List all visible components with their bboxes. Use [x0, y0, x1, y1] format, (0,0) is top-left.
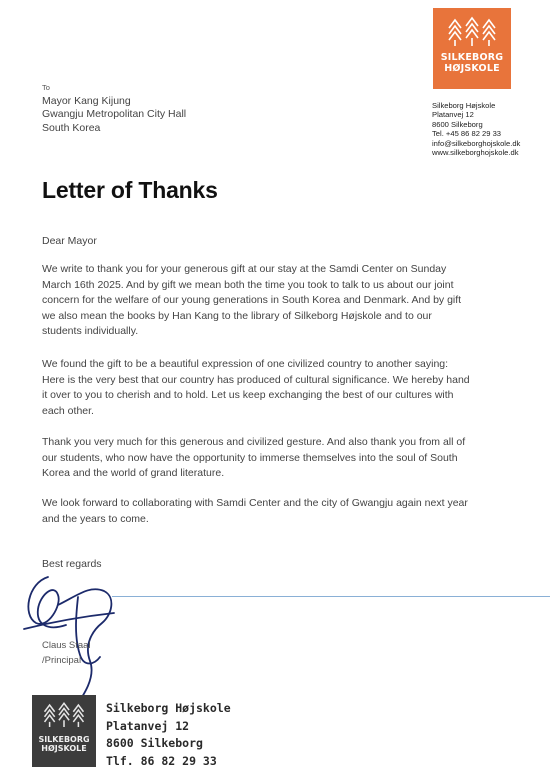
recipient-line: Mayor Kang Kijung	[42, 95, 131, 107]
signatory-role: /Principal	[42, 654, 82, 666]
stamp-logo-line-2: HØJSKOLE	[41, 744, 87, 753]
sender-address	[432, 101, 520, 157]
logo-wordmark	[441, 52, 504, 74]
body-paragraph: We found the gift to be a beautiful expression of one civilized country to another saying: Here is the very best that our country has produced of cultural significance. We hereby hand it over to you to cherish and to hold. Let us keep exchanging the best of our cultures with each other.	[42, 358, 470, 417]
recipient-line: Gwangju Metropolitan City Hall	[42, 108, 187, 121]
letter-title: Letter of Thanks	[42, 177, 218, 203]
logo-line-2: HØJSKOLE	[444, 63, 500, 74]
trees-icon	[42, 701, 86, 731]
closing: Best regards	[42, 558, 102, 570]
to-label: To	[42, 83, 50, 92]
trees-icon	[446, 16, 498, 50]
sender-line: 8600 Silkeborg	[432, 119, 483, 129]
signatory-name: Claus Staal	[42, 640, 91, 651]
logo-line-1: SILKEBORG	[440, 52, 504, 63]
stamp-logo	[32, 695, 96, 767]
body-paragraph: We look forward to collaborating with Samdi Center and the city of Gwangju again next year and the years to come.	[42, 497, 468, 525]
sender-email: info@silkeborghojskole.dk	[432, 138, 521, 148]
recipient-line: South Korea	[42, 121, 101, 134]
body-paragraph: We write to thank you for your generous gift at our stay at the Samdi Center on Sunday March 16th 2025. And by gift we mean both the time you took to talk to us about our joint concern for the welfare of our young generations in South Korea and Denmark. And by gift we also mean the books by Han Kang to the library of Silkeborg Højskole and to our students individually.	[42, 263, 462, 338]
sender-website: www.silkeborghojskole.dk	[432, 148, 519, 158]
stamp-logo-line-1: SILKEBORG	[38, 735, 90, 744]
divider-line	[112, 596, 550, 597]
recipient-address	[42, 95, 186, 135]
stamp-wordmark	[38, 735, 89, 753]
signatory	[42, 639, 91, 668]
stamp-line: Silkeborg Højskole	[106, 701, 231, 715]
salutation: Dear Mayor	[42, 235, 97, 247]
sender-line: Platanvej 12	[432, 110, 474, 120]
stamp-line: Tlf. 86 82 29 33	[106, 753, 217, 768]
body-paragraph: Thank you very much for this generous and civilized gesture. And also thank you from all of our students, who now have the opportunity to immerse themselves into the soul of South Korea and the world of grand literature.	[42, 436, 466, 480]
sender-line: Silkeborg Højskole	[432, 101, 496, 110]
school-logo	[433, 8, 511, 89]
stamp-line: 8600 Silkeborg	[106, 736, 203, 750]
sender-phone: Tel. +45 86 82 29 33	[432, 129, 502, 139]
stamp-address	[106, 700, 231, 770]
stamp-line: Platanvej 12	[106, 718, 190, 733]
